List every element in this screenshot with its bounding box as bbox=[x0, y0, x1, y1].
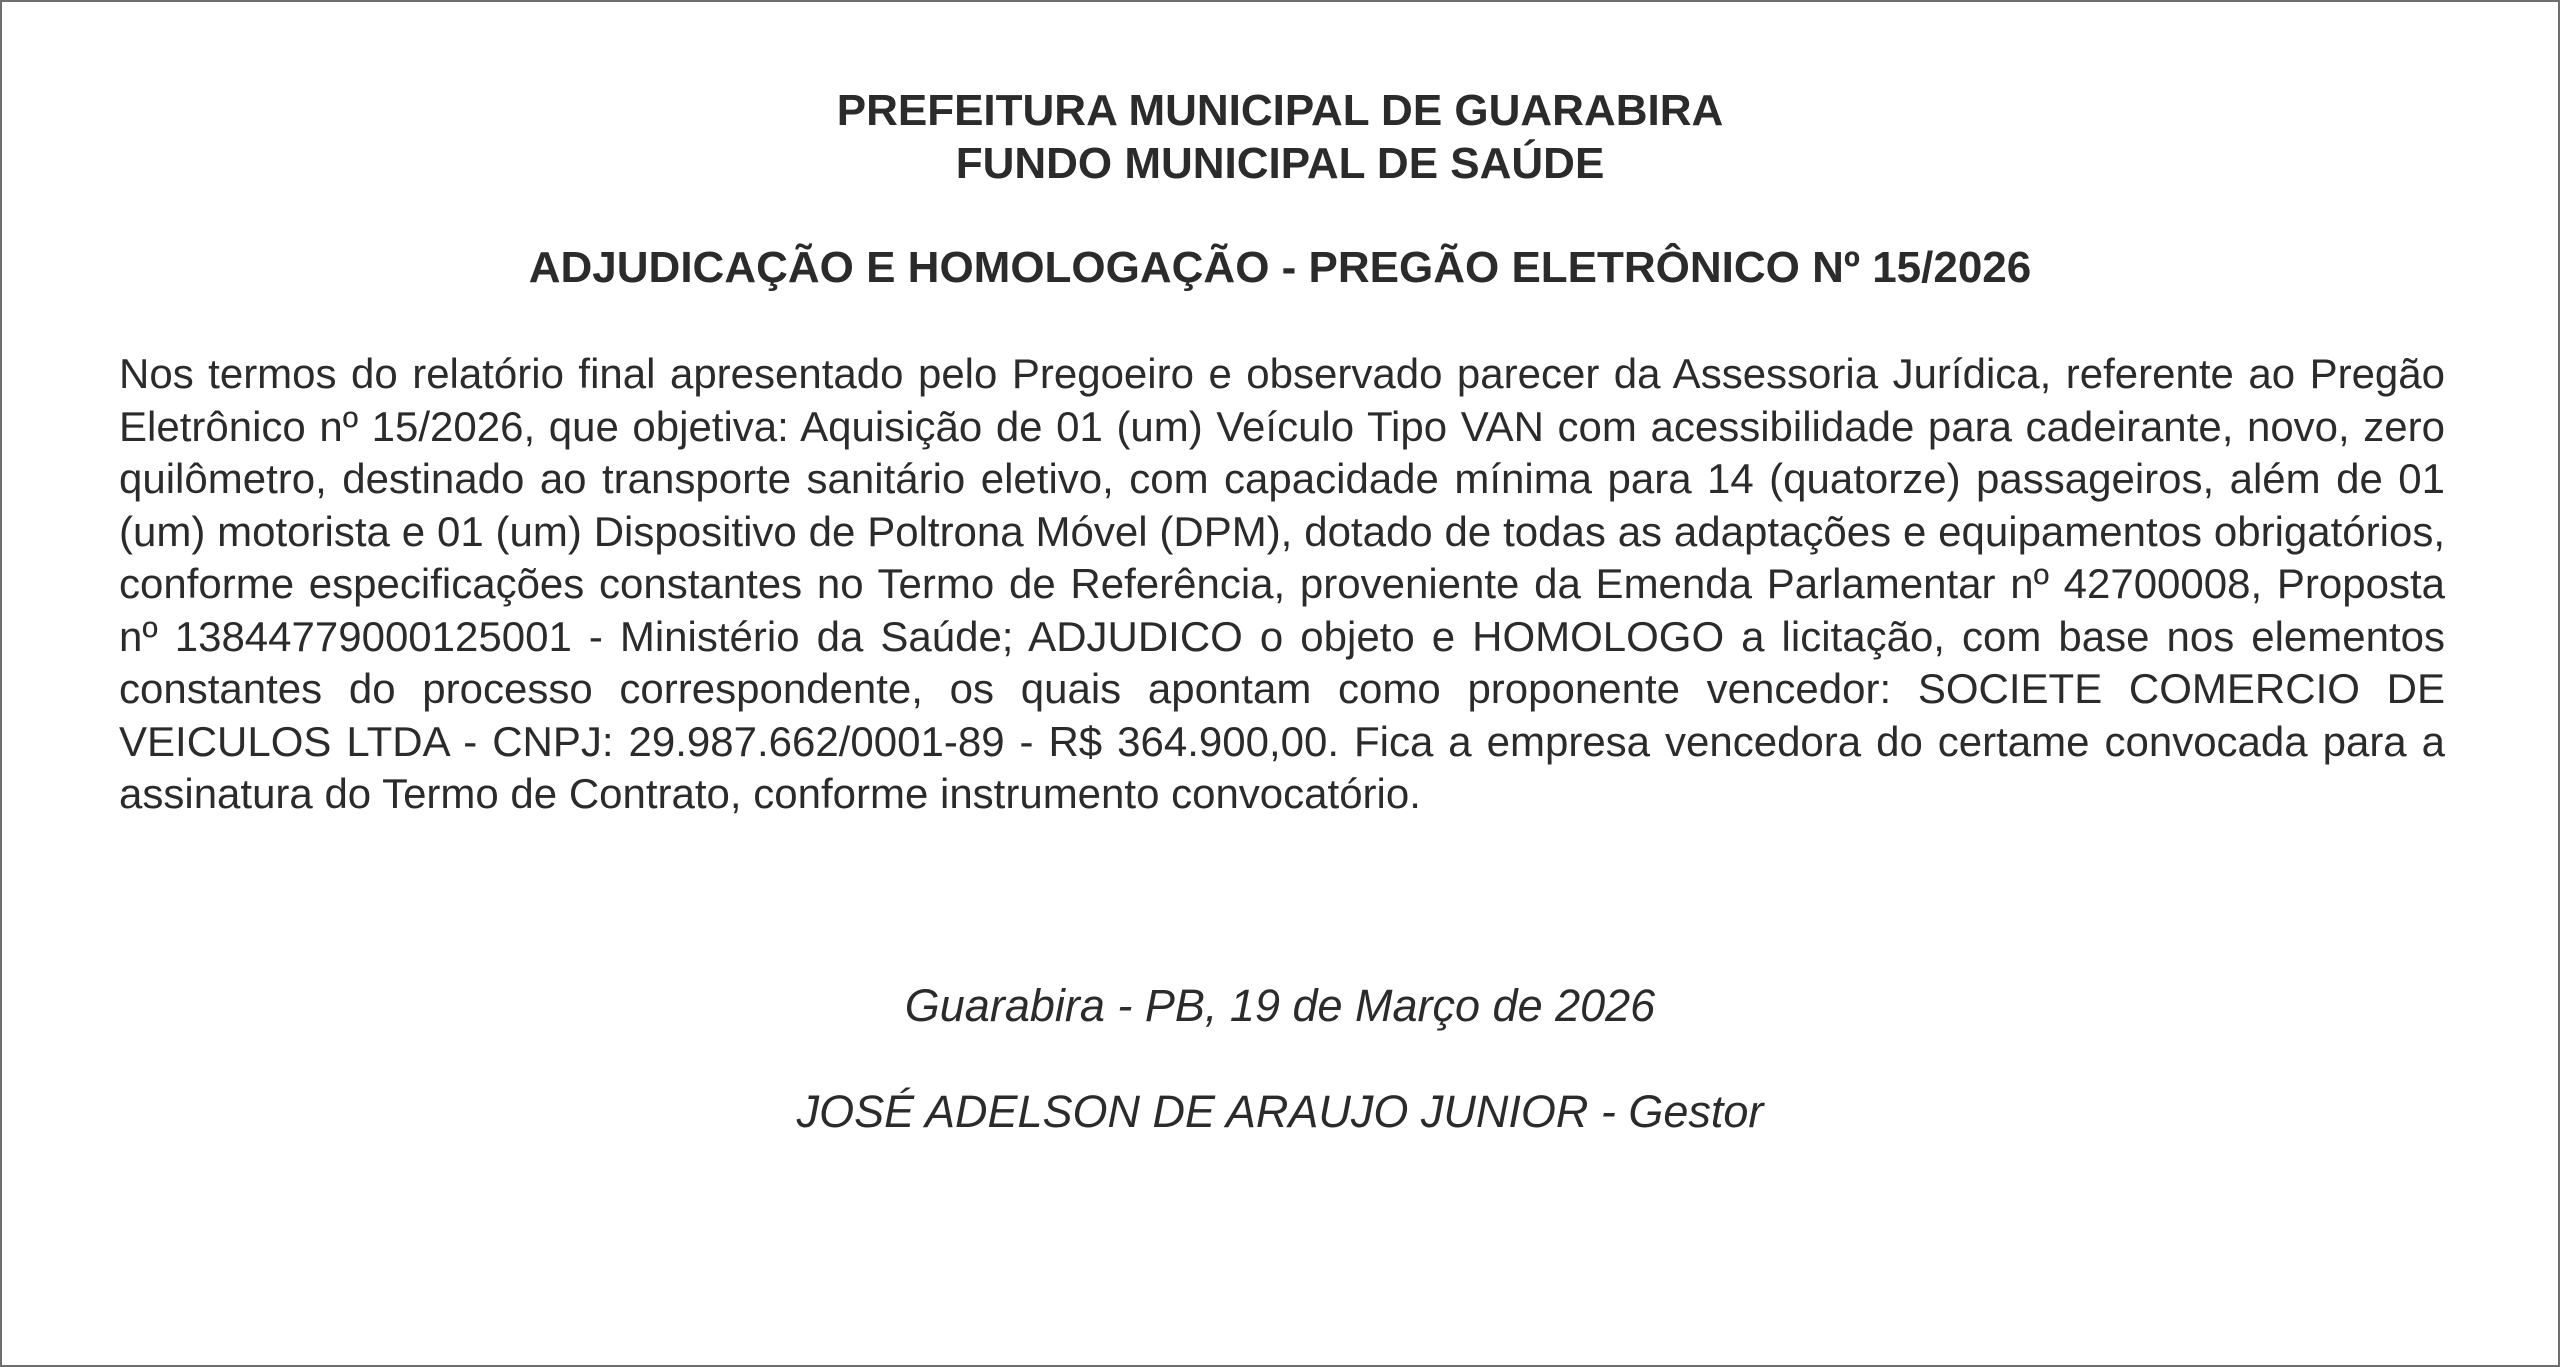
notice-body: Nos termos do relatório final apresentado pelo Pregoeiro e observado parecer da Assessoria Jurídica, referente ao Pregão Eletrônico nº 15/2026, que objetiva: Aquisição de 01 (um) Veículo Tipo VAN com acessibilidade para cadeirante, novo, zero quilômetro, destinado ao transporte sanitário eletivo, com capacidade mínima para 14 (quatorze) passageiros, além de 01 (um) motorista e 01 (um) Dispositivo de Poltrona Móvel (DPM), dotado de todas as adaptações e equipamentos obrigatórios, conforme especificações constantes no Termo de Referência, proveniente da Emenda Parlamentar nº 42700008, Proposta nº 13844779000125001 - Ministério da Saúde; ADJUDICO o objeto e HOMOLOGO a licitação, com base nos elementos constantes do processo correspondente, os quais apontam como proponente vencedor: SOCIETE COMERCIO DE VEICULOS LTDA - CNPJ: 29.987.662/0001-89 - R$ 364.900,00. Fica a empresa vencedora do certame convocada para a assinatura do Termo de Contrato, conforme instrumento convocatório. bbox=[119, 350, 2445, 817]
notice-title: ADJUDICAÇÃO E HOMOLOGAÇÃO - PREGÃO ELETRÔNICO Nº 15/2026 bbox=[528, 243, 2032, 292]
issuer-department: FUNDO MUNICIPAL DE SAÚDE bbox=[955, 139, 1605, 188]
issuer-name: PREFEITURA MUNICIPAL DE GUARABIRA bbox=[836, 86, 1724, 135]
place-and-date: Guarabira - PB, 19 de Março de 2026 bbox=[904, 980, 1656, 1031]
signatory: JOSÉ ADELSON DE ARAUJO JUNIOR - Gestor bbox=[796, 1086, 1764, 1137]
notice-header bbox=[2, 84, 2558, 190]
